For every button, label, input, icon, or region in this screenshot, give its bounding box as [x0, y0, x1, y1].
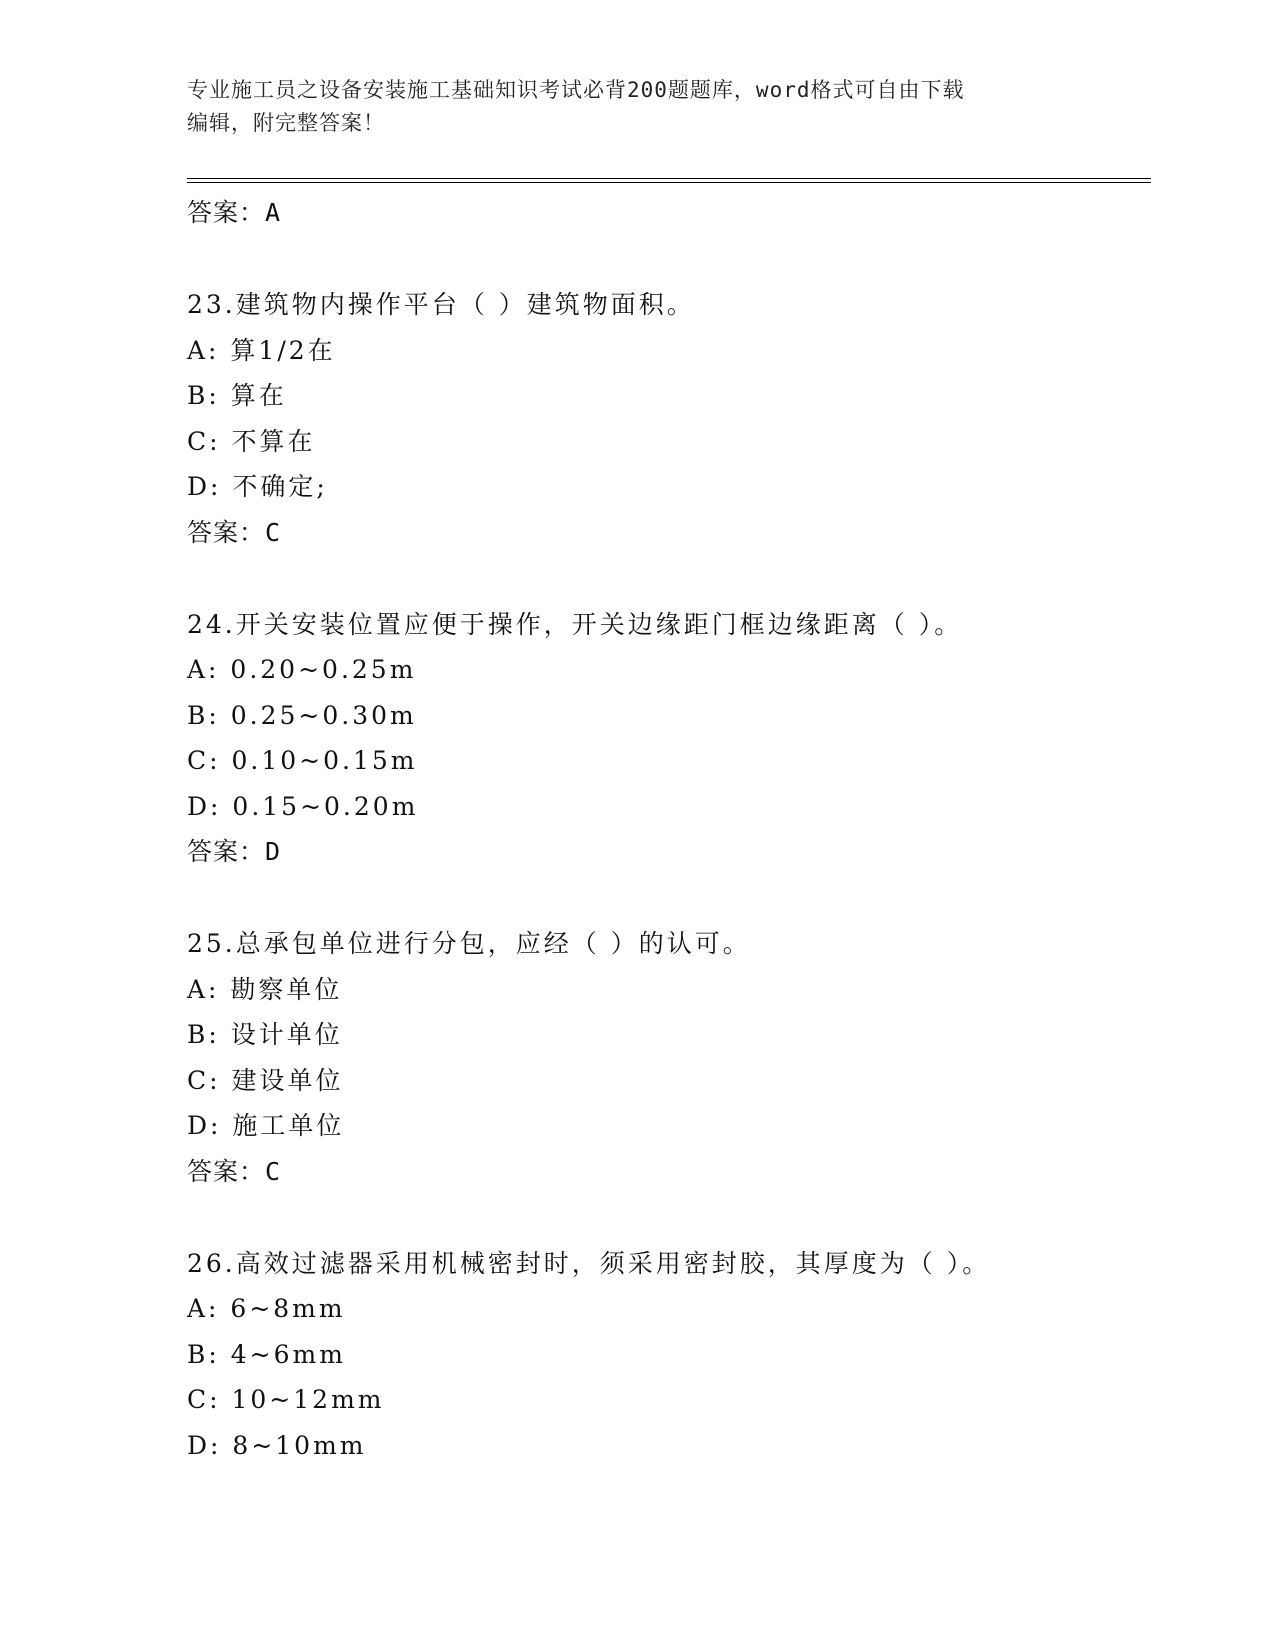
- spacer: [187, 556, 1151, 602]
- question-26: [187, 1241, 1151, 1469]
- option-b: B: 设计单位: [187, 1020, 343, 1049]
- question-stem: 26.高效过滤器采用机械密封时，须采用密封胶，其厚度为（ ）。: [187, 1248, 991, 1278]
- answer: 答案：D: [187, 837, 282, 866]
- option-d: D: 8~10mm: [187, 1430, 367, 1460]
- question-stem: 24.开关安装位置应便于操作，开关边缘距门框边缘距离（ ）。: [187, 609, 963, 639]
- header-line-1: 专业施工员之设备安装施工基础知识考试必背200题题库，word格式可自由下载: [187, 78, 965, 102]
- option-c: C: 0.10~0.15m: [187, 746, 418, 775]
- option-c: C: 建设单位: [187, 1065, 344, 1095]
- option-d: D: 施工单位: [187, 1111, 345, 1140]
- header-line-2: 编辑，附完整答案！: [187, 111, 385, 135]
- question-23: [187, 282, 1151, 556]
- option-b: B: 算在: [187, 381, 287, 410]
- option-d: D: 不确定;: [187, 472, 328, 501]
- document-header: [187, 74, 1067, 140]
- spacer: [187, 236, 1151, 282]
- question-list: [187, 190, 1151, 1468]
- option-d: D: 0.15~0.20m: [187, 791, 419, 821]
- option-a: A: 勘察单位: [187, 974, 343, 1004]
- question-25: [187, 921, 1151, 1195]
- question-stem: 23.建筑物内操作平台（ ）建筑物面积。: [187, 290, 695, 319]
- option-a: A: 0.20~0.25m: [187, 655, 417, 684]
- option-c: C: 不算在: [187, 426, 316, 456]
- spacer: [187, 875, 1151, 921]
- answer: 答案：C: [187, 1156, 282, 1186]
- header-rule-bottom: [187, 182, 1151, 183]
- question-stem: 25.总承包单位进行分包，应经（ ）的认可。: [187, 929, 751, 958]
- question-24: [187, 602, 1151, 876]
- spacer: [187, 1195, 1151, 1241]
- answer-22: 答案：A: [187, 198, 282, 227]
- option-c: C: 10~12mm: [187, 1385, 385, 1414]
- answer: 答案：C: [187, 517, 282, 547]
- header-rule-top: [187, 178, 1151, 179]
- option-b: B: 4~6mm: [187, 1339, 346, 1369]
- option-a: A: 算1/2在: [187, 335, 336, 365]
- option-a: A: 6~8mm: [187, 1294, 346, 1323]
- option-b: B: 0.25~0.30m: [187, 700, 417, 730]
